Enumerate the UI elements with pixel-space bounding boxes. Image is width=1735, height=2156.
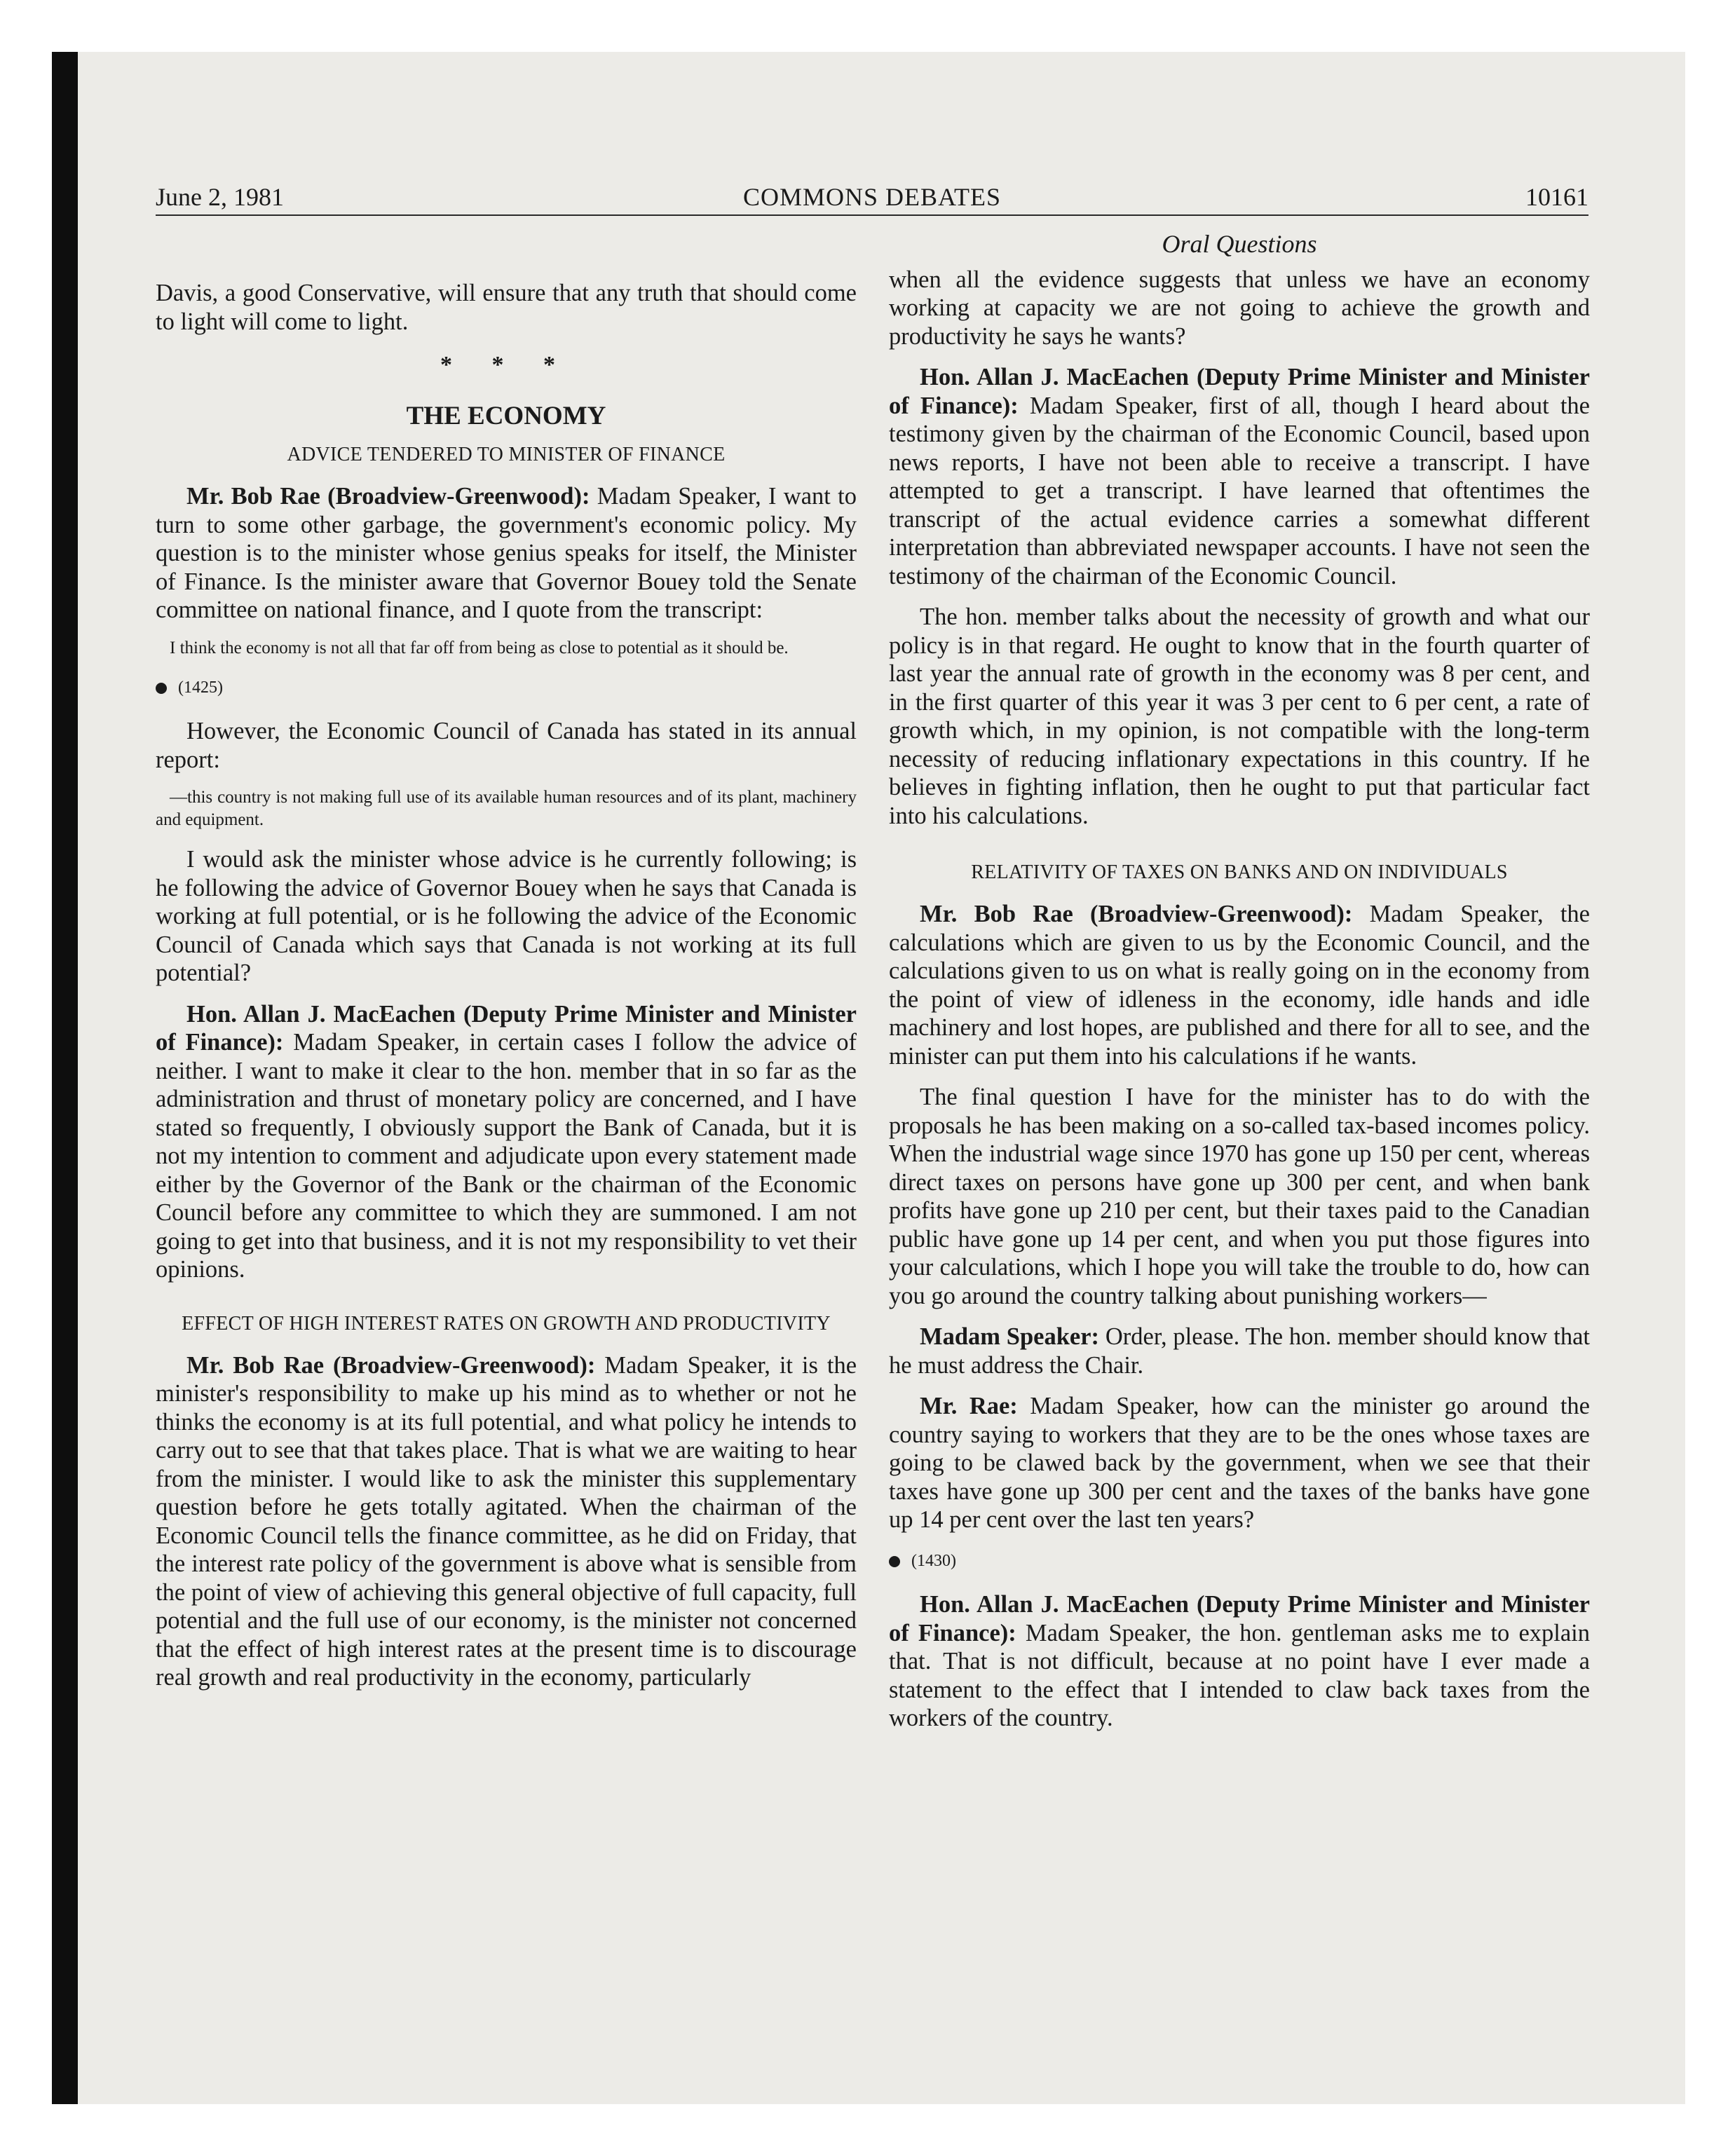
speech-text: Order, please. The hon. member should know that he must address the Chair.	[889, 1323, 1591, 1379]
subheading: RELATIVITY OF TAXES ON BANKS AND ON INDIVIDUALS	[971, 861, 1508, 883]
running-head: Oral Questions	[1162, 230, 1317, 258]
speech-paragraph	[156, 1000, 857, 1284]
paragraph: The hon. member talks about the necessity of growth and what our policy is in that regard. He ought to know that in the fourth quarter of last year the annual rate of growth in the economy was 8 per cent, and in the first quarter of this year it was 3 per cent to 6 per cent, a rate of growth which, in my opinion, is not compatible with the long-term necessity of reducing inflationary expectations in this country. If he believes in fighting inflation, then he ought to put that particular fact into his calculations.	[889, 603, 1590, 829]
timestamp	[156, 674, 857, 702]
timestamp-text: (1425)	[178, 678, 223, 697]
scan-edge-bar	[52, 52, 78, 2104]
paragraph: I would ask the minister whose advice is he currently following; is he following the advice of Governor Bouey when he says that Canada is working at full potential, or is he following the advice of the Economic Council of Canada which says that Canada is not working at its full potential?	[156, 846, 857, 986]
speaker-name: Mr. Rae:	[920, 1393, 1018, 1419]
speech-text: Madam Speaker, the hon. gentleman asks me to explain that. That is not difficult, because at no point have I ever made a statement to the effect that I intended to claw back taxes from the workers of the country.	[889, 1619, 1590, 1731]
bullet-dot-icon	[889, 1556, 900, 1567]
speech-paragraph	[156, 482, 857, 625]
right-column	[889, 226, 1590, 1745]
timestamp	[889, 1547, 1590, 1576]
bullet-dot-icon	[156, 683, 167, 694]
block-quote: I think the economy is not all that far off from being as close to potential as it should be.	[170, 638, 789, 657]
speech-paragraph	[889, 1392, 1590, 1534]
speech-paragraph	[889, 1323, 1590, 1379]
paragraph: when all the evidence suggests that unless we have an economy working at capacity we are not going to achieve the growth and productivity he says he wants?	[889, 266, 1590, 350]
speech-paragraph	[889, 1590, 1590, 1733]
page-header	[156, 177, 1588, 216]
paragraph: However, the Economic Council of Canada has stated in its annual report:	[156, 718, 857, 773]
block-quote: —this country is not making full use of its available human resources and of its plant, machinery and equipment.	[156, 788, 857, 829]
speech-paragraph	[889, 363, 1590, 590]
document-page	[156, 177, 1591, 1731]
speaker-name: Hon. Allan J. MacEachen (Deputy Prime Minister and Minister of Finance):	[889, 1591, 1590, 1646]
header-page-number: 10161	[1525, 183, 1588, 211]
speaker-name: Mr. Bob Rae (Broadview-Greenwood):	[920, 901, 1353, 927]
speech-text: Madam Speaker, I want to turn to some other garbage, the government's economic policy. My question is to the minister whose genius speaks for itself, the Minister of Finance. Is the minister aware that Governor Bouey told the Senate committee on national finance, and I quote from the transcript:	[156, 483, 857, 623]
section-separator: * * *	[440, 352, 572, 378]
subheading: EFFECT OF HIGH INTEREST RATES ON GROWTH AND PRODUCTIVITY	[182, 1312, 831, 1335]
speech-paragraph	[889, 900, 1590, 1070]
speech-text: Madam Speaker, first of all, though I heard about the testimony given by the chairman of the Economic Council, based upon news reports, I have not been able to receive a transcript. I have attempted to get a transcript. I have learned that oftentimes the transcript of the actual evidence carries a somewhat different interpretation than abbreviated newspaper accounts. I have not seen the testimony of the chairman of the Economic Council.	[889, 392, 1590, 589]
header-date: June 2, 1981	[156, 183, 284, 211]
section-title: THE ECONOMY	[406, 401, 606, 430]
speech-text: Madam Speaker, how can the minister go around the country saying to workers that they are to be the ones whose taxes are going to be clawed back by the government, when we see that their taxes have gone up 300 per cent and the taxes of the banks have gone up 14 per cent over the last ten years?	[889, 1393, 1590, 1533]
header-title: COMMONS DEBATES	[742, 183, 1002, 211]
speech-text: Madam Speaker, the calculations which are given to us by the Economic Council, and the calculations given to us on what is really going on in the economy from the point of view of idleness in the economy, idle hands and idle machinery and lost hopes, are published and there for all to see, and the minister can put them into his calculations if he wants.	[889, 901, 1590, 1070]
speaker-name: Hon. Allan J. MacEachen (Deputy Prime Minister and Minister of Finance):	[156, 1000, 857, 1056]
timestamp-text: (1430)	[911, 1551, 956, 1570]
paragraph: Davis, a good Conservative, will ensure that any truth that should come to light will come to light.	[156, 280, 857, 335]
subheading: ADVICE TENDERED TO MINISTER OF FINANCE	[287, 444, 726, 465]
speaker-name: Mr. Bob Rae (Broadview-Greenwood):	[186, 483, 590, 510]
speech-text: Madam Speaker, it is the minister's responsibility to make up his mind as to whether or not he thinks the economy is at its full potential, and what policy he intends to carry out to see that that takes place. That is what we are waiting to hear from the minister. I would like to ask the minister this supplementary question before he gets totally agitated. When the chairman of the Economic Council tells the finance committee, as he did on Friday, that the interest rate policy of the government is above what is sensible from the point of view of achieving this general objective of full capacity, full potential and the full use of our economy, is the minister not concerned that the effect of high interest rates at the present time is to discourage real growth and real productivity in the economy, particularly	[156, 1351, 857, 1691]
speaker-name: Madam Speaker:	[920, 1323, 1100, 1350]
paragraph: The final question I have for the minister has to do with the proposals he has been making on a so-called tax-based incomes policy. When the industrial wage since 1970 has gone up 150 per cent, whereas direct taxes on persons have gone up 300 per cent, and when bank profits have gone up 210 per cent, but their taxes paid to the Canadian public have gone up 14 per cent, and when you put those figures into your calculations, which I hope you will take the trouble to do, how can you go around the country talking about punishing workers—	[889, 1084, 1590, 1309]
speaker-name: Hon. Allan J. MacEachen (Deputy Prime Minister and Minister of Finance):	[889, 364, 1590, 419]
speaker-name: Mr. Bob Rae (Broadview-Greenwood):	[186, 1351, 596, 1379]
speech-text: Madam Speaker, in certain cases I follow the advice of neither. I want to make it clear to the hon. member that in so far as the administration and thrust of monetary policy are concerned, and I have stated so frequently, I obviously support the Bank of Canada, but it is not my intention to comment and adjudicate upon every statement made either by the Governor of the Bank or the chairman of the Economic Council before any committee to which they are summoned. I am not going to get into that business, and it is not my responsibility to vet their opinions.	[156, 1029, 857, 1283]
left-column	[156, 279, 857, 1705]
speech-paragraph	[156, 1351, 857, 1692]
